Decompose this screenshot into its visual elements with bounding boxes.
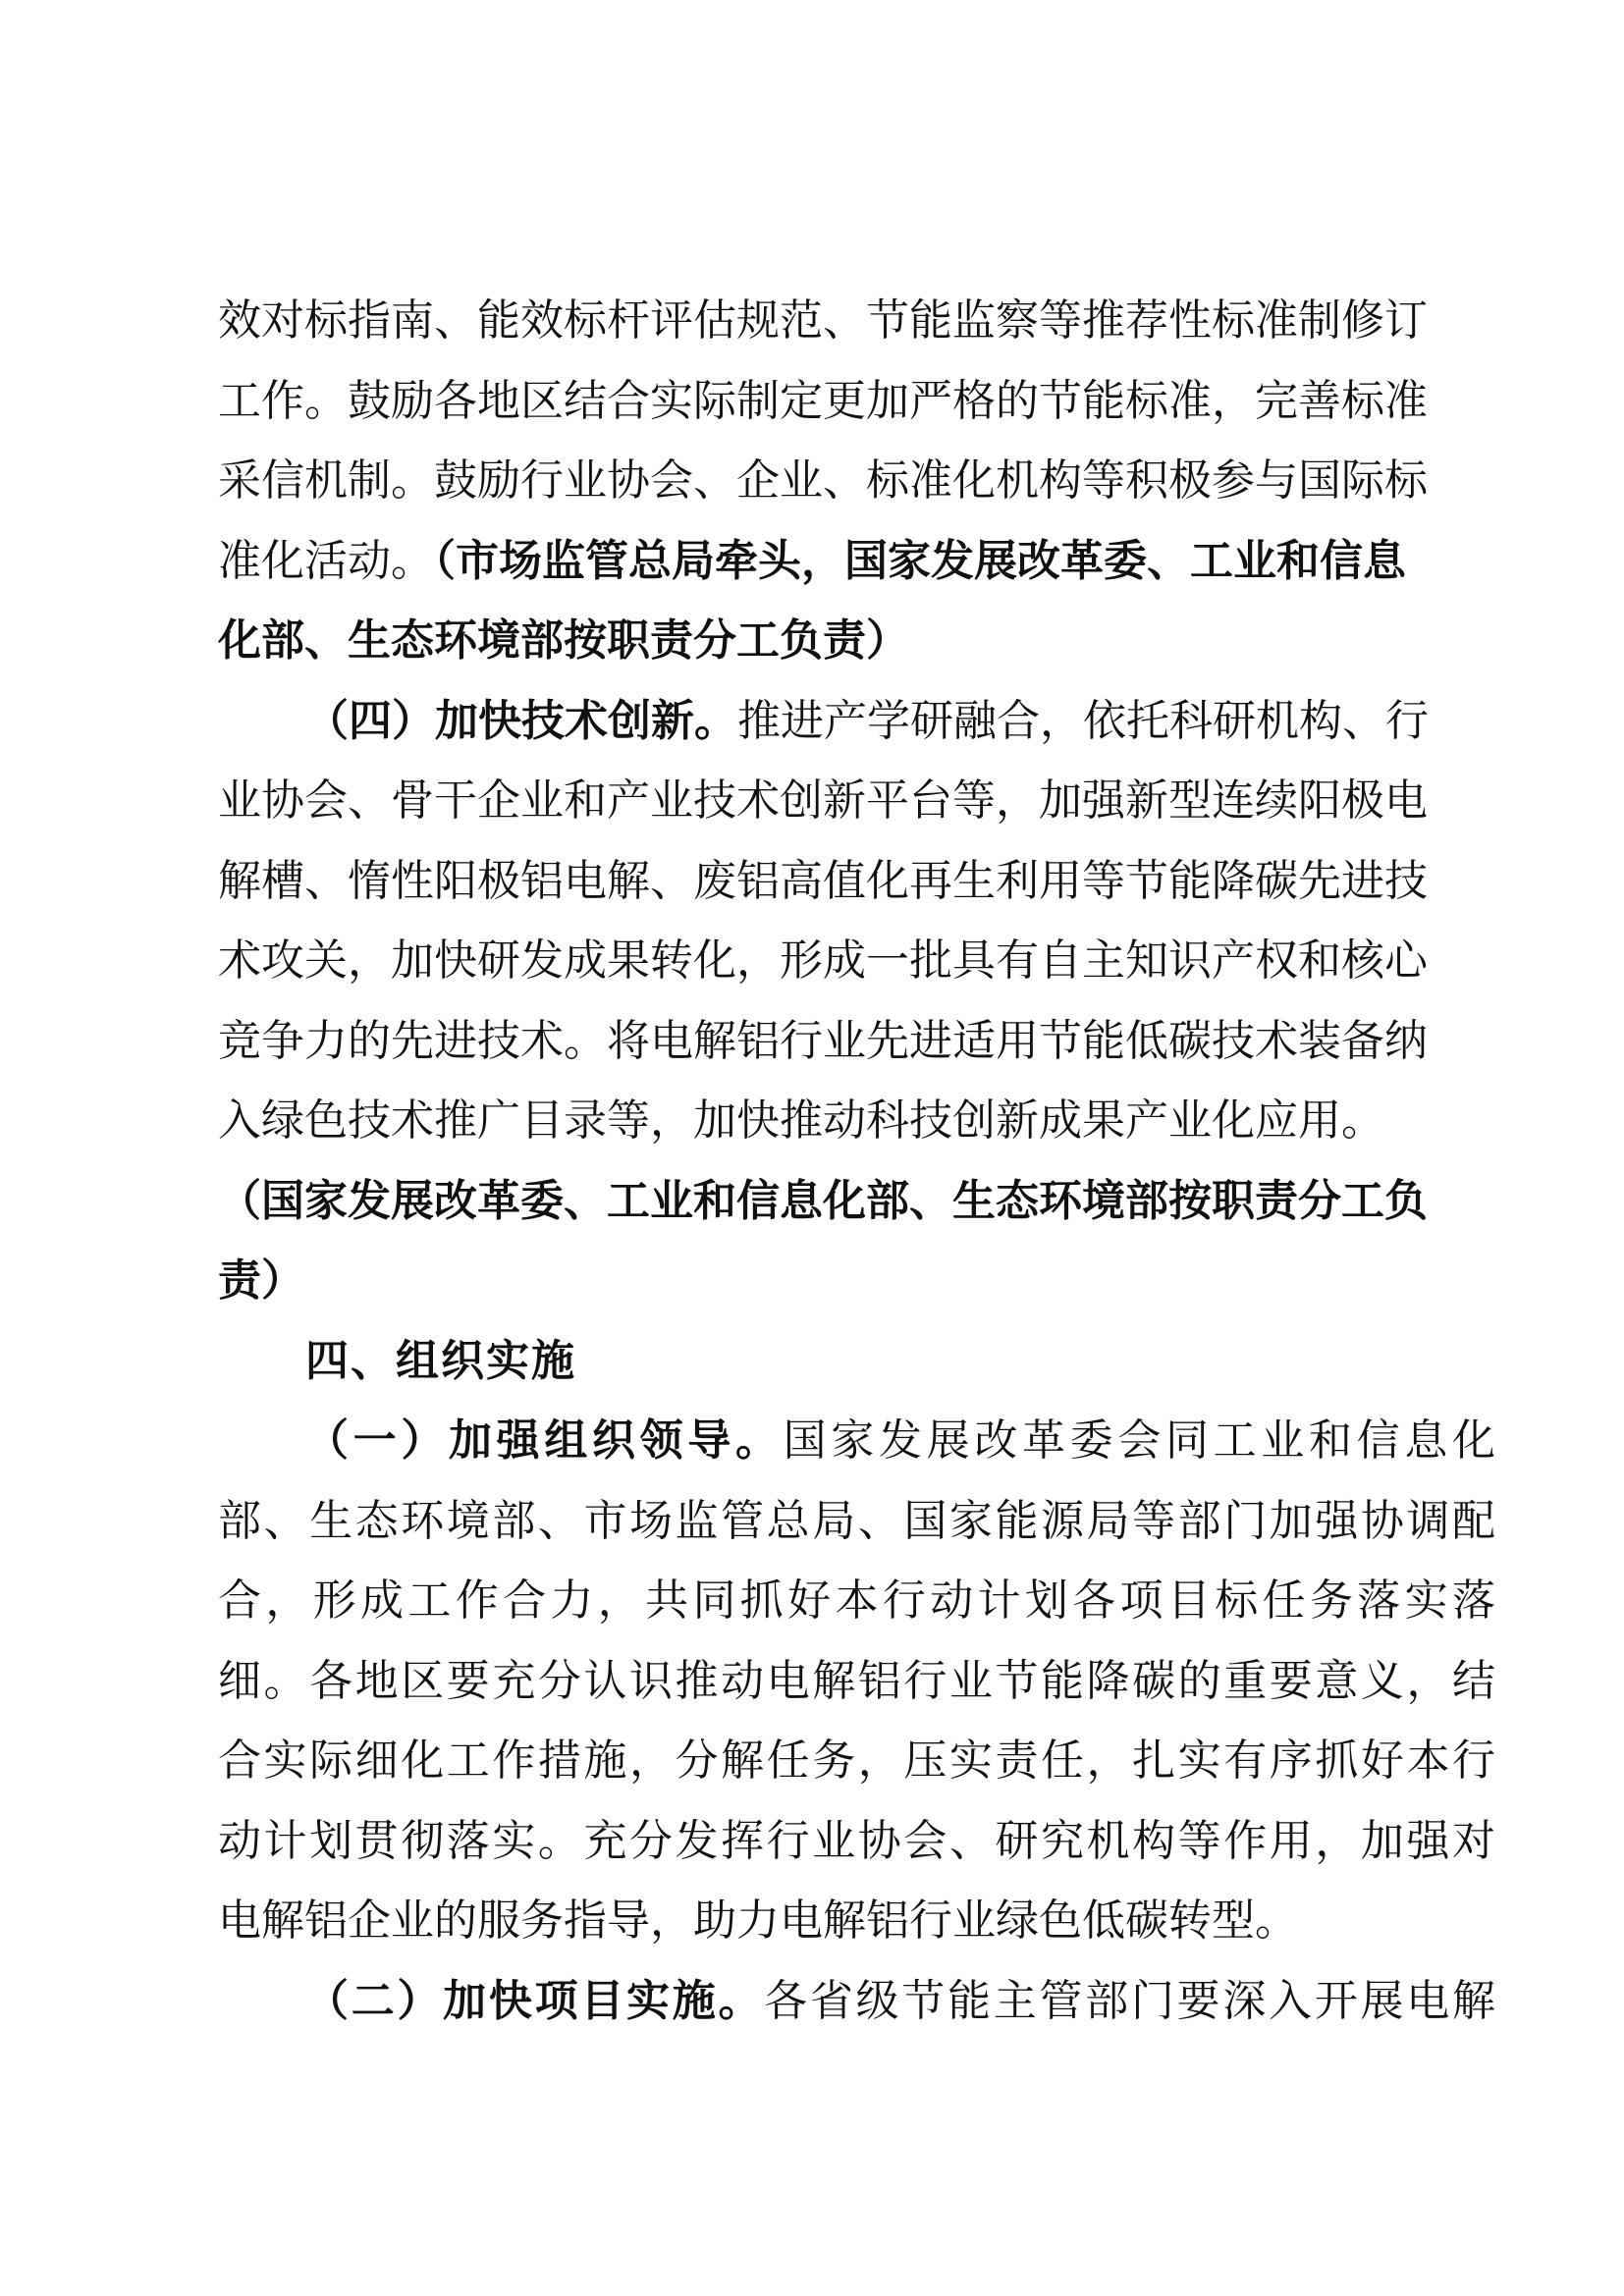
text-line — [218, 921, 1495, 1001]
text-segment: 工作。鼓励各地区结合实际制定更加严格的节能标准，完善标准 — [218, 376, 1428, 425]
text-line — [218, 601, 1495, 681]
text-segment: 合实际细化工作措施，分解任务，压实责任，扎实有序抓好本行 — [218, 1736, 1495, 1785]
text-segment: 细。各地区要充分认识推动电解铝行业节能降碳的重要意义，结 — [218, 1656, 1495, 1705]
text-segment: 推进产学研融合，依托科研机构、行 — [737, 696, 1429, 745]
text-segment: 责） — [218, 1256, 304, 1305]
text-segment: （二）加快项目实施。 — [305, 1976, 765, 2025]
text-line — [218, 361, 1495, 442]
text-line — [218, 1641, 1495, 1722]
text-line — [218, 681, 1495, 762]
text-segment: 业协会、骨干企业和产业技术创新平台等，加强新型连续阳极电 — [218, 776, 1428, 825]
text-segment: 采信机制。鼓励行业协会、企业、标准化机构等积极参与国际标 — [218, 456, 1428, 505]
text-line — [218, 1721, 1495, 1801]
text-line — [218, 761, 1495, 841]
text-segment: （市场监管总局牵头，国家发展改革委、工业和信息 — [434, 536, 1406, 585]
section-heading: 四、组织实施 — [305, 1336, 576, 1385]
text-line — [218, 1961, 1495, 2042]
text-line — [218, 281, 1495, 361]
text-segment: 化部、生态环境部按职责分工负责） — [218, 616, 909, 665]
text-segment: 国家发展改革委会同工业和信息化 — [783, 1416, 1496, 1465]
text-segment: 电解铝企业的服务指导，助力电解铝行业绿色低碳转型。 — [218, 1896, 1298, 1945]
text-line — [218, 1081, 1495, 1161]
text-line — [218, 1241, 1495, 1321]
text-segment: 各省级节能主管部门要深入开展电解 — [764, 1976, 1496, 2025]
text-line — [218, 1881, 1495, 1961]
text-line — [218, 1321, 1495, 1402]
text-line — [218, 1561, 1495, 1641]
text-segment: 入绿色技术推广目录等，加快推动科技创新成果产业化应用。 — [218, 1096, 1384, 1145]
text-segment: 准化活动。 — [218, 536, 434, 585]
text-line — [218, 1801, 1495, 1882]
text-line — [218, 1401, 1495, 1481]
text-segment: 部、生态环境部、市场监管总局、国家能源局等部门加强协调配 — [218, 1496, 1495, 1545]
text-segment: （一）加强组织领导。 — [305, 1416, 784, 1465]
text-segment: （国家发展改革委、工业和信息化部、生态环境部按职责分工负 — [218, 1176, 1428, 1225]
text-segment: 效对标指南、能效标杆评估规范、节能监察等推荐性标准制修订 — [218, 296, 1428, 345]
text-segment: 竞争力的先进技术。将电解铝行业先进适用节能低碳技术装备纳 — [218, 1016, 1428, 1065]
text-block — [218, 281, 1495, 2041]
text-segment: 解槽、惰性阳极铝电解、废铝高值化再生利用等节能降碳先进技 — [218, 856, 1428, 905]
text-segment: 合，形成工作合力，共同抓好本行动计划各项目标任务落实落 — [218, 1576, 1495, 1625]
text-line — [218, 521, 1495, 602]
text-segment: （四）加快技术创新。 — [305, 696, 737, 745]
text-line — [218, 1001, 1495, 1082]
text-line — [218, 1161, 1495, 1242]
text-segment: 动计划贯彻落实。充分发挥行业协会、研究机构等作用，加强对 — [218, 1816, 1495, 1865]
text-line — [218, 441, 1495, 521]
text-line — [218, 1481, 1495, 1562]
text-segment: 术攻关，加快研发成果转化，形成一批具有自主知识产权和核心 — [218, 936, 1428, 985]
text-line — [218, 841, 1495, 922]
